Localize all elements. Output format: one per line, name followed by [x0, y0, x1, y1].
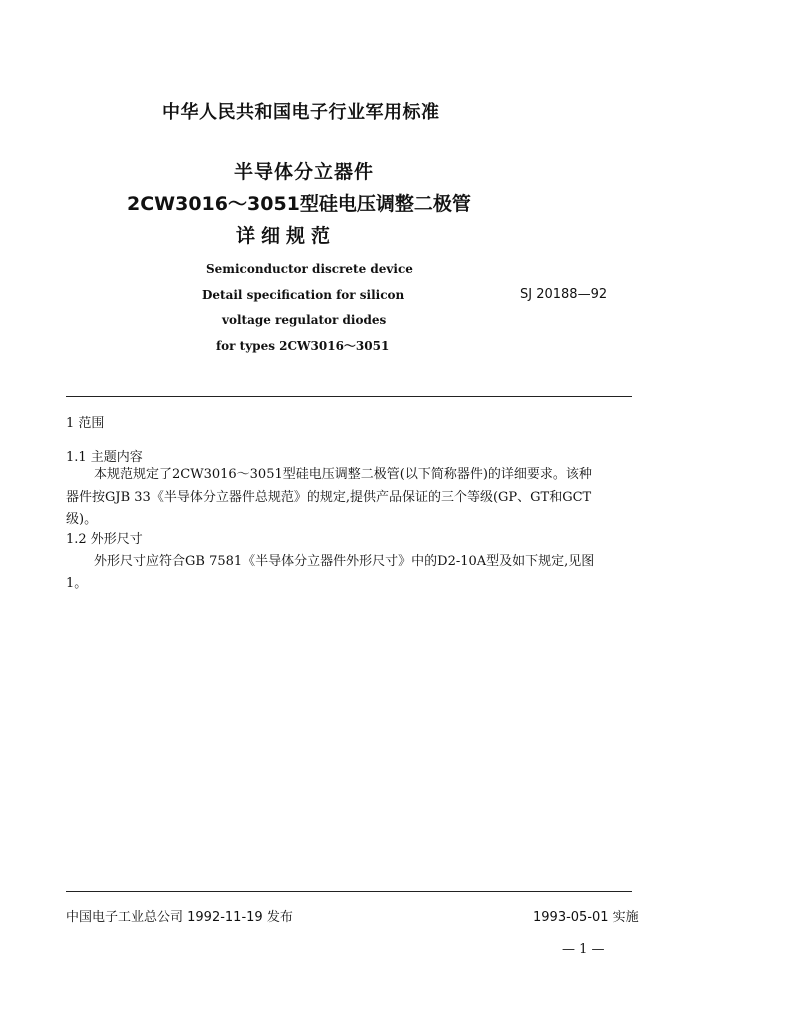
english-title-line-3: voltage regulator diodes: [222, 313, 387, 327]
section-1-2-heading: 1.2 外形尺寸: [66, 532, 143, 547]
section-1-1-paragraph-line-2: 器件按GJB 33《半导体分立器件总规范》的规定,提供产品保证的三个等级(GP、GT和GCT: [66, 490, 592, 505]
header-divider: [66, 396, 632, 397]
standard-category-heading: 中华人民共和国电子行业军用标准: [162, 102, 440, 123]
page-number: — 1 —: [562, 942, 605, 957]
title-line-1: 半导体分立器件: [234, 161, 375, 183]
title-line-2: 2CW3016～3051型硅电压调整二极管: [127, 193, 471, 215]
section-1-1-heading: 1.1 主题内容: [66, 450, 143, 465]
english-title-line-2: Detail specification for silicon: [202, 288, 405, 302]
section-1-1-paragraph-line-1: 本规范规定了2CW3016～3051型硅电压调整二极管(以下简称器件)的详细要求。该种: [94, 467, 592, 482]
english-title-line-4: for types 2CW3016～3051: [216, 339, 390, 353]
section-1-heading: 1 范围: [66, 416, 105, 431]
implementation-date: 1993-05-01 实施: [533, 910, 639, 925]
footer-divider: [66, 891, 632, 892]
section-1-2-paragraph-line-2: 1。: [66, 576, 88, 591]
issue-date: 中国电子工业总公司 1992-11-19 发布: [66, 910, 293, 925]
section-1-2-paragraph-line-1: 外形尺寸应符合GB 7581《半导体分立器件外形尺寸》中的D2-10A型及如下规定,见图: [94, 554, 595, 569]
title-line-3: 详细规范: [236, 225, 337, 247]
english-title-line-1: Semiconductor discrete device: [206, 262, 413, 276]
section-1-1-paragraph-line-3: 级)。: [66, 512, 98, 527]
standard-number: SJ 20188—92: [520, 287, 608, 302]
